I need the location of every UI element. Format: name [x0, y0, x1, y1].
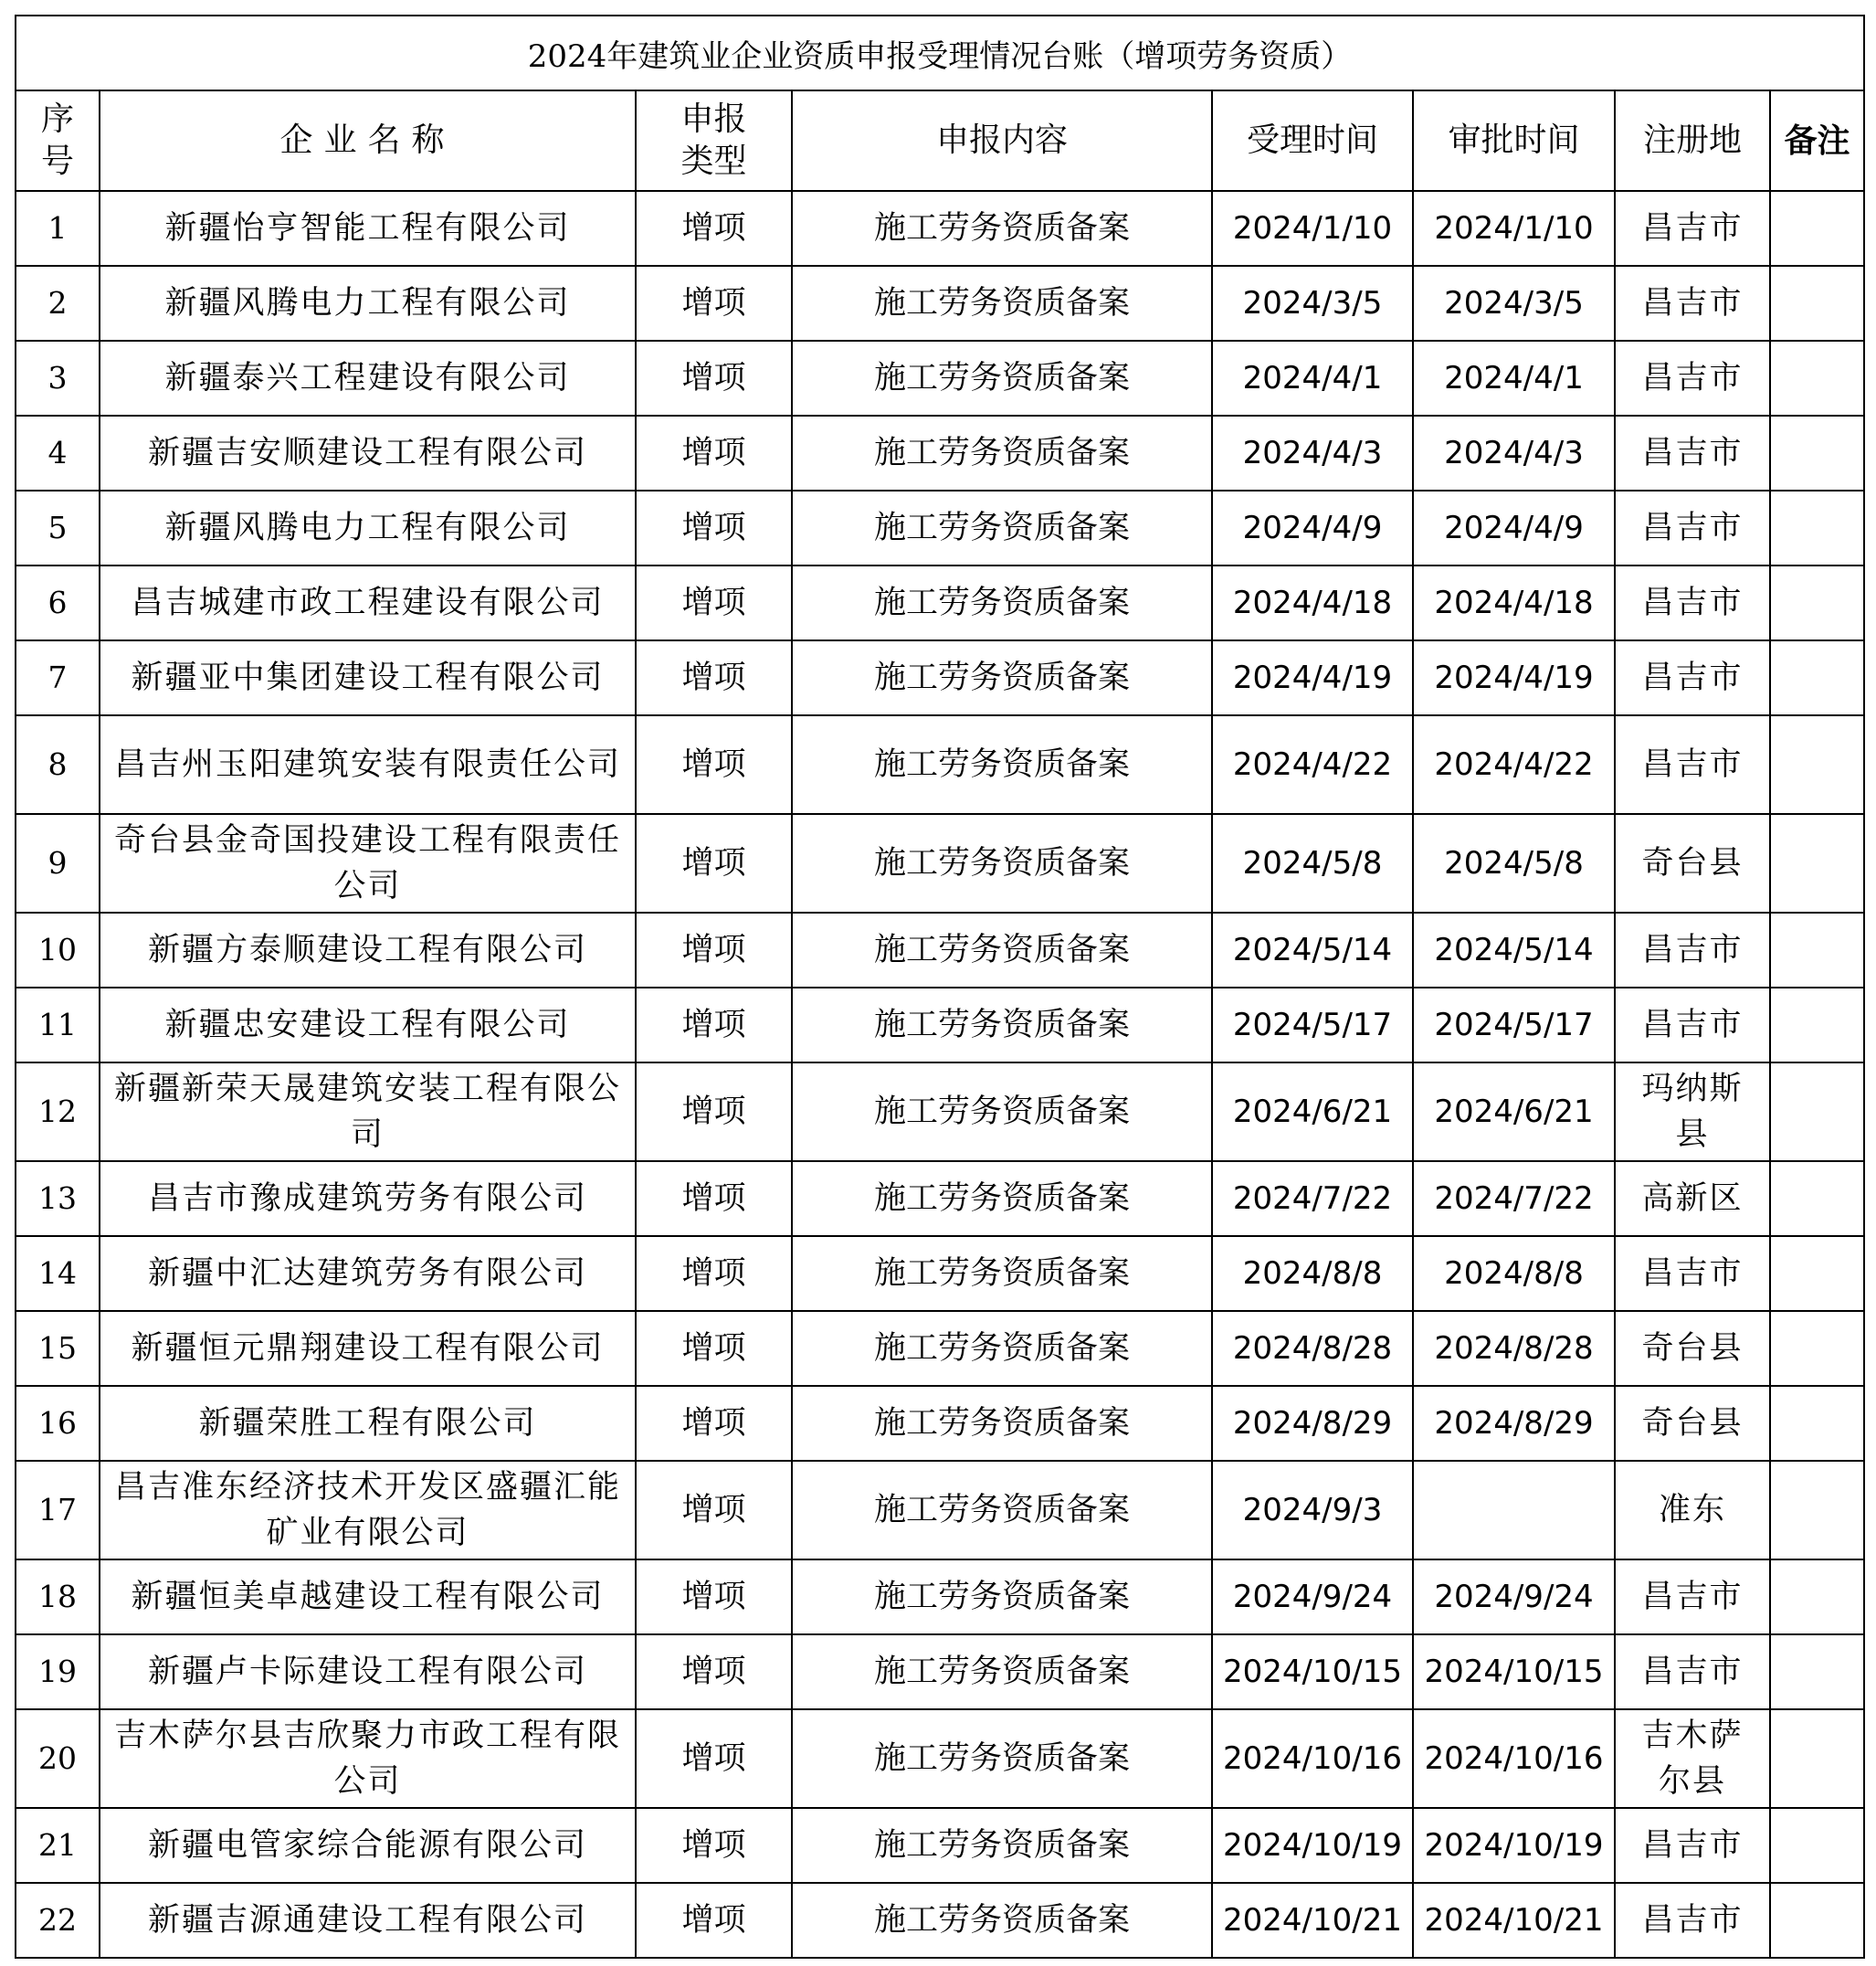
header-region: 注册地	[1615, 90, 1770, 191]
table-row	[16, 1386, 1864, 1461]
cell-approve-date: 2024/1/10	[1413, 191, 1615, 266]
cell-type: 增项	[636, 266, 792, 341]
cell-company: 昌吉市豫成建筑劳务有限公司	[100, 1161, 636, 1236]
cell-content: 施工劳务资质备案	[792, 1709, 1212, 1808]
cell-note	[1770, 715, 1864, 814]
cell-region: 昌吉市	[1615, 1559, 1770, 1634]
cell-seq: 6	[16, 565, 100, 640]
cell-content: 施工劳务资质备案	[792, 341, 1212, 416]
cell-company: 新疆新荣天晟建筑安装工程有限公司	[100, 1062, 636, 1161]
cell-accept-date: 2024/7/22	[1212, 1161, 1413, 1236]
cell-note	[1770, 1709, 1864, 1808]
cell-accept-date: 2024/4/18	[1212, 565, 1413, 640]
cell-accept-date: 2024/4/1	[1212, 341, 1413, 416]
cell-accept-date: 2024/3/5	[1212, 266, 1413, 341]
cell-content: 施工劳务资质备案	[792, 1883, 1212, 1958]
cell-approve-date	[1413, 1461, 1615, 1559]
cell-seq: 19	[16, 1634, 100, 1709]
cell-region: 昌吉市	[1615, 266, 1770, 341]
cell-type: 增项	[636, 640, 792, 715]
cell-content: 施工劳务资质备案	[792, 416, 1212, 491]
table-row	[16, 1161, 1864, 1236]
cell-seq: 3	[16, 341, 100, 416]
cell-note	[1770, 1634, 1864, 1709]
cell-content: 施工劳务资质备案	[792, 565, 1212, 640]
cell-approve-date: 2024/4/9	[1413, 491, 1615, 565]
cell-type: 增项	[636, 341, 792, 416]
cell-approve-date: 2024/8/29	[1413, 1386, 1615, 1461]
cell-region: 昌吉市	[1615, 1236, 1770, 1311]
cell-company: 昌吉准东经济技术开发区盛疆汇能矿业有限公司	[100, 1461, 636, 1559]
table-row	[16, 640, 1864, 715]
cell-region: 昌吉市	[1615, 565, 1770, 640]
cell-region: 奇台县	[1615, 1311, 1770, 1386]
cell-note	[1770, 1808, 1864, 1883]
table-row	[16, 1709, 1864, 1808]
cell-accept-date: 2024/1/10	[1212, 191, 1413, 266]
cell-type: 增项	[636, 1386, 792, 1461]
cell-seq: 22	[16, 1883, 100, 1958]
cell-region: 昌吉市	[1615, 913, 1770, 988]
cell-accept-date: 2024/4/3	[1212, 416, 1413, 491]
cell-company: 新疆中汇达建筑劳务有限公司	[100, 1236, 636, 1311]
cell-region: 奇台县	[1615, 1386, 1770, 1461]
cell-approve-date: 2024/10/21	[1413, 1883, 1615, 1958]
cell-approve-date: 2024/7/22	[1413, 1161, 1615, 1236]
cell-approve-date: 2024/4/18	[1413, 565, 1615, 640]
table-row	[16, 191, 1864, 266]
cell-content: 施工劳务资质备案	[792, 1461, 1212, 1559]
cell-type: 增项	[636, 565, 792, 640]
cell-content: 施工劳务资质备案	[792, 1634, 1212, 1709]
cell-region: 昌吉市	[1615, 341, 1770, 416]
cell-note	[1770, 1559, 1864, 1634]
cell-note	[1770, 491, 1864, 565]
cell-type: 增项	[636, 1161, 792, 1236]
cell-accept-date: 2024/10/16	[1212, 1709, 1413, 1808]
cell-content: 施工劳务资质备案	[792, 266, 1212, 341]
cell-content: 施工劳务资质备案	[792, 988, 1212, 1062]
cell-company: 昌吉城建市政工程建设有限公司	[100, 565, 636, 640]
cell-type: 增项	[636, 1062, 792, 1161]
cell-seq: 15	[16, 1311, 100, 1386]
cell-company: 新疆电管家综合能源有限公司	[100, 1808, 636, 1883]
cell-content: 施工劳务资质备案	[792, 814, 1212, 913]
cell-accept-date: 2024/5/8	[1212, 814, 1413, 913]
cell-region: 昌吉市	[1615, 491, 1770, 565]
cell-content: 施工劳务资质备案	[792, 191, 1212, 266]
header-accept: 受理时间	[1212, 90, 1413, 191]
cell-accept-date: 2024/5/17	[1212, 988, 1413, 1062]
cell-note	[1770, 913, 1864, 988]
cell-seq: 13	[16, 1161, 100, 1236]
cell-seq: 20	[16, 1709, 100, 1808]
cell-approve-date: 2024/10/15	[1413, 1634, 1615, 1709]
table-row	[16, 1062, 1864, 1161]
cell-company: 吉木萨尔县吉欣聚力市政工程有限公司	[100, 1709, 636, 1808]
cell-region: 昌吉市	[1615, 416, 1770, 491]
cell-content: 施工劳务资质备案	[792, 1161, 1212, 1236]
cell-content: 施工劳务资质备案	[792, 491, 1212, 565]
cell-type: 增项	[636, 1311, 792, 1386]
cell-accept-date: 2024/6/21	[1212, 1062, 1413, 1161]
cell-accept-date: 2024/4/19	[1212, 640, 1413, 715]
cell-content: 施工劳务资质备案	[792, 1559, 1212, 1634]
cell-approve-date: 2024/3/5	[1413, 266, 1615, 341]
cell-content: 施工劳务资质备案	[792, 1062, 1212, 1161]
cell-accept-date: 2024/8/29	[1212, 1386, 1413, 1461]
cell-company: 新疆卢卡际建设工程有限公司	[100, 1634, 636, 1709]
cell-seq: 21	[16, 1808, 100, 1883]
header-note: 备注	[1770, 90, 1864, 191]
cell-approve-date: 2024/4/1	[1413, 341, 1615, 416]
cell-note	[1770, 814, 1864, 913]
cell-seq: 1	[16, 191, 100, 266]
header-content: 申报内容	[792, 90, 1212, 191]
cell-content: 施工劳务资质备案	[792, 1236, 1212, 1311]
cell-company: 新疆怡亨智能工程有限公司	[100, 191, 636, 266]
cell-type: 增项	[636, 814, 792, 913]
cell-note	[1770, 266, 1864, 341]
cell-region: 准东	[1615, 1461, 1770, 1559]
cell-note	[1770, 1461, 1864, 1559]
cell-company: 新疆吉源通建设工程有限公司	[100, 1883, 636, 1958]
cell-type: 增项	[636, 1634, 792, 1709]
cell-type: 增项	[636, 913, 792, 988]
cell-seq: 17	[16, 1461, 100, 1559]
table-row	[16, 1634, 1864, 1709]
ledger-table	[15, 15, 1865, 1959]
cell-company: 奇台县金奇国投建设工程有限责任公司	[100, 814, 636, 913]
cell-note	[1770, 341, 1864, 416]
cell-approve-date: 2024/6/21	[1413, 1062, 1615, 1161]
cell-region: 玛纳斯县	[1615, 1062, 1770, 1161]
table-row	[16, 988, 1864, 1062]
cell-seq: 7	[16, 640, 100, 715]
cell-approve-date: 2024/10/16	[1413, 1709, 1615, 1808]
cell-approve-date: 2024/9/24	[1413, 1559, 1615, 1634]
cell-type: 增项	[636, 1236, 792, 1311]
cell-accept-date: 2024/10/21	[1212, 1883, 1413, 1958]
table-row	[16, 1461, 1864, 1559]
cell-note	[1770, 640, 1864, 715]
cell-seq: 16	[16, 1386, 100, 1461]
cell-note	[1770, 565, 1864, 640]
table-row	[16, 1311, 1864, 1386]
cell-note	[1770, 191, 1864, 266]
cell-seq: 11	[16, 988, 100, 1062]
table-row	[16, 1808, 1864, 1883]
header-seq: 序号	[16, 90, 100, 191]
cell-type: 增项	[636, 491, 792, 565]
cell-accept-date: 2024/10/15	[1212, 1634, 1413, 1709]
cell-note	[1770, 1161, 1864, 1236]
table-row	[16, 416, 1864, 491]
cell-content: 施工劳务资质备案	[792, 1311, 1212, 1386]
cell-seq: 8	[16, 715, 100, 814]
cell-seq: 4	[16, 416, 100, 491]
cell-company: 新疆忠安建设工程有限公司	[100, 988, 636, 1062]
cell-note	[1770, 1062, 1864, 1161]
cell-region: 昌吉市	[1615, 191, 1770, 266]
cell-region: 昌吉市	[1615, 988, 1770, 1062]
table-row	[16, 341, 1864, 416]
header-type: 申报类型	[636, 90, 792, 191]
cell-region: 奇台县	[1615, 814, 1770, 913]
table-row	[16, 565, 1864, 640]
table-row	[16, 1559, 1864, 1634]
cell-company: 新疆方泰顺建设工程有限公司	[100, 913, 636, 988]
cell-region: 昌吉市	[1615, 640, 1770, 715]
cell-approve-date: 2024/5/17	[1413, 988, 1615, 1062]
cell-type: 增项	[636, 715, 792, 814]
table-row	[16, 1236, 1864, 1311]
cell-accept-date: 2024/10/19	[1212, 1808, 1413, 1883]
cell-type: 增项	[636, 1883, 792, 1958]
header-approve: 审批时间	[1413, 90, 1615, 191]
cell-content: 施工劳务资质备案	[792, 640, 1212, 715]
cell-company: 昌吉州玉阳建筑安装有限责任公司	[100, 715, 636, 814]
cell-company: 新疆恒美卓越建设工程有限公司	[100, 1559, 636, 1634]
cell-approve-date: 2024/4/22	[1413, 715, 1615, 814]
table-row	[16, 913, 1864, 988]
cell-note	[1770, 1236, 1864, 1311]
cell-type: 增项	[636, 416, 792, 491]
cell-company: 新疆荣胜工程有限公司	[100, 1386, 636, 1461]
table-row	[16, 491, 1864, 565]
cell-note	[1770, 1311, 1864, 1386]
cell-company: 新疆风腾电力工程有限公司	[100, 266, 636, 341]
cell-content: 施工劳务资质备案	[792, 1808, 1212, 1883]
table-row	[16, 266, 1864, 341]
cell-approve-date: 2024/10/19	[1413, 1808, 1615, 1883]
cell-note	[1770, 1883, 1864, 1958]
cell-region: 昌吉市	[1615, 1808, 1770, 1883]
cell-seq: 14	[16, 1236, 100, 1311]
cell-seq: 2	[16, 266, 100, 341]
cell-seq: 9	[16, 814, 100, 913]
header-row	[16, 90, 1864, 191]
cell-company: 新疆泰兴工程建设有限公司	[100, 341, 636, 416]
cell-accept-date: 2024/9/3	[1212, 1461, 1413, 1559]
cell-accept-date: 2024/4/22	[1212, 715, 1413, 814]
cell-seq: 12	[16, 1062, 100, 1161]
cell-seq: 10	[16, 913, 100, 988]
cell-approve-date: 2024/8/8	[1413, 1236, 1615, 1311]
table-row	[16, 814, 1864, 913]
cell-accept-date: 2024/9/24	[1212, 1559, 1413, 1634]
cell-accept-date: 2024/5/14	[1212, 913, 1413, 988]
cell-region: 昌吉市	[1615, 1883, 1770, 1958]
cell-note	[1770, 988, 1864, 1062]
cell-seq: 5	[16, 491, 100, 565]
cell-type: 增项	[636, 1559, 792, 1634]
cell-type: 增项	[636, 1461, 792, 1559]
cell-approve-date: 2024/5/8	[1413, 814, 1615, 913]
cell-note	[1770, 1386, 1864, 1461]
table-title: 2024年建筑业企业资质申报受理情况台账（增项劳务资质）	[16, 16, 1864, 90]
cell-approve-date: 2024/4/19	[1413, 640, 1615, 715]
cell-accept-date: 2024/8/28	[1212, 1311, 1413, 1386]
cell-content: 施工劳务资质备案	[792, 1386, 1212, 1461]
cell-note	[1770, 416, 1864, 491]
cell-accept-date: 2024/8/8	[1212, 1236, 1413, 1311]
cell-type: 增项	[636, 988, 792, 1062]
cell-type: 增项	[636, 191, 792, 266]
cell-approve-date: 2024/4/3	[1413, 416, 1615, 491]
cell-content: 施工劳务资质备案	[792, 913, 1212, 988]
cell-approve-date: 2024/5/14	[1413, 913, 1615, 988]
table-row	[16, 1883, 1864, 1958]
table-row	[16, 715, 1864, 814]
header-company: 企业名称	[100, 90, 636, 191]
cell-region: 昌吉市	[1615, 715, 1770, 814]
cell-type: 增项	[636, 1709, 792, 1808]
cell-content: 施工劳务资质备案	[792, 715, 1212, 814]
cell-company: 新疆恒元鼎翔建设工程有限公司	[100, 1311, 636, 1386]
cell-seq: 18	[16, 1559, 100, 1634]
cell-approve-date: 2024/8/28	[1413, 1311, 1615, 1386]
cell-company: 新疆吉安顺建设工程有限公司	[100, 416, 636, 491]
ledger-body	[16, 191, 1864, 1958]
cell-region: 吉木萨尔县	[1615, 1709, 1770, 1808]
cell-company: 新疆亚中集团建设工程有限公司	[100, 640, 636, 715]
cell-region: 昌吉市	[1615, 1634, 1770, 1709]
cell-company: 新疆风腾电力工程有限公司	[100, 491, 636, 565]
cell-region: 高新区	[1615, 1161, 1770, 1236]
cell-type: 增项	[636, 1808, 792, 1883]
cell-accept-date: 2024/4/9	[1212, 491, 1413, 565]
